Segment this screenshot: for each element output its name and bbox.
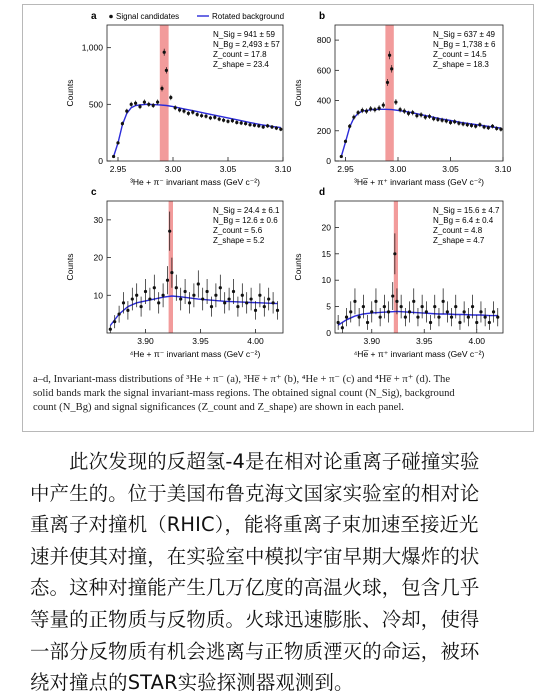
x-tick-label: 3.00 xyxy=(164,164,182,174)
panel-letter: d xyxy=(319,187,326,198)
stat-label: N_Bg = 6.4 ± 0.4 xyxy=(433,216,494,225)
data-point xyxy=(415,114,418,117)
data-point xyxy=(470,124,473,127)
data-point xyxy=(135,294,138,297)
data-point xyxy=(174,106,177,109)
x-tick-label: 2.95 xyxy=(109,164,127,174)
data-point xyxy=(373,108,376,111)
x-tick-label: 3.90 xyxy=(363,336,381,346)
data-point xyxy=(206,290,209,293)
x-axis-label: ⁴He̅ + π⁺ invariant mass (GeV c⁻²) xyxy=(353,349,485,359)
data-point xyxy=(116,141,119,144)
data-point xyxy=(125,110,128,113)
figure-panels xyxy=(23,5,533,371)
data-point xyxy=(349,310,352,313)
stat-label: N_Sig = 941 ± 59 xyxy=(213,30,275,39)
data-point xyxy=(131,297,134,300)
data-point xyxy=(499,128,502,131)
data-point xyxy=(369,107,372,110)
stat-label: Z_shape = 23.4 xyxy=(213,60,269,69)
y-axis-label: Counts xyxy=(65,79,75,107)
data-point xyxy=(432,117,435,120)
data-point xyxy=(122,301,125,304)
data-point xyxy=(279,128,282,131)
y-axis-label: Counts xyxy=(293,253,303,281)
data-point xyxy=(112,155,115,158)
article-line: 绕对撞点的STAR实验探测器观测到。 xyxy=(30,671,354,695)
data-point xyxy=(408,310,411,313)
stat-label: N_Sig = 15.6 ± 4.7 xyxy=(433,206,500,215)
stat-label: N_Sig = 637 ± 49 xyxy=(433,30,495,39)
data-point xyxy=(404,316,407,319)
x-tick-label: 3.90 xyxy=(137,336,154,346)
data-point xyxy=(495,127,498,130)
data-point xyxy=(437,316,440,319)
data-point xyxy=(345,316,348,319)
data-point xyxy=(182,110,185,113)
data-point xyxy=(179,297,182,300)
data-point xyxy=(250,297,253,300)
data-point xyxy=(168,230,171,233)
data-point xyxy=(394,100,397,103)
stat-label: N_Bg = 12.6 ± 0.6 xyxy=(213,216,278,225)
data-point xyxy=(492,310,495,313)
data-point xyxy=(340,155,343,158)
x-tick-label: 4.00 xyxy=(468,336,486,346)
data-point xyxy=(254,309,257,312)
stat-label: N_Bg = 1,738 ± 6 xyxy=(433,40,496,49)
data-point xyxy=(156,100,159,103)
y-tick-label: 10 xyxy=(93,290,103,301)
data-point xyxy=(352,116,355,119)
data-point xyxy=(429,321,432,324)
data-point xyxy=(407,112,410,115)
data-point xyxy=(453,120,456,123)
data-point xyxy=(170,271,173,274)
data-point xyxy=(248,123,251,126)
y-tick-label: 15 xyxy=(321,248,331,259)
data-point xyxy=(457,122,460,125)
data-point xyxy=(166,279,169,282)
y-tick-label: 0 xyxy=(326,328,331,338)
signal-band xyxy=(385,25,393,161)
data-point xyxy=(153,286,156,289)
y-tick-label: 0 xyxy=(326,156,331,166)
data-point xyxy=(118,313,121,316)
data-point xyxy=(479,310,482,313)
x-axis-label: ³He + π⁻ invariant mass (GeV c⁻²) xyxy=(130,177,260,187)
data-point xyxy=(226,120,229,123)
data-point xyxy=(441,119,444,122)
data-point xyxy=(262,125,265,128)
data-point xyxy=(219,286,222,289)
data-point xyxy=(201,297,204,300)
data-point xyxy=(387,310,390,313)
data-point xyxy=(231,119,234,122)
y-tick-label: 20 xyxy=(93,252,103,263)
data-point xyxy=(446,310,449,313)
data-point xyxy=(445,119,448,122)
data-point xyxy=(191,111,194,114)
data-point xyxy=(275,127,278,130)
data-point xyxy=(471,305,474,308)
data-point xyxy=(213,116,216,119)
data-point xyxy=(487,126,490,129)
data-point xyxy=(484,316,487,319)
data-point xyxy=(178,108,181,111)
article-line: 重离子对撞机（RHIC），能将重离子束加速至接近光 xyxy=(30,513,479,537)
panel-c xyxy=(65,187,283,359)
y-tick-label: 30 xyxy=(93,214,103,225)
data-point xyxy=(134,102,137,105)
article-line: 等量的正物质与反物质。火球迅速膨胀、冷却，使得 xyxy=(30,607,480,631)
data-point xyxy=(169,96,172,99)
stat-label: Z_shape = 5.2 xyxy=(213,236,265,245)
caption-line: solid bands mark the signal invariant-mass regions. The obtained signal count (N_Sig), background xyxy=(33,388,455,399)
stat-label: N_Sig = 24.4 ± 6.1 xyxy=(213,206,280,215)
data-point xyxy=(416,316,419,319)
data-point xyxy=(344,140,347,143)
data-point xyxy=(474,125,477,128)
data-point xyxy=(175,286,178,289)
data-point xyxy=(403,110,406,113)
data-point xyxy=(210,305,213,308)
data-point xyxy=(148,297,151,300)
data-point xyxy=(257,124,260,127)
data-point xyxy=(433,305,436,308)
data-point xyxy=(395,300,398,303)
data-point xyxy=(144,290,147,293)
data-point xyxy=(341,326,344,329)
data-point xyxy=(209,116,212,119)
data-point xyxy=(140,305,143,308)
x-tick-label: 3.95 xyxy=(415,336,433,346)
y-axis-label: Counts xyxy=(293,79,303,107)
x-tick-label: 3.10 xyxy=(494,164,512,174)
x-tick-label: 3.00 xyxy=(389,164,407,174)
data-point xyxy=(267,297,270,300)
stat-label: N_Bg = 2,493 ± 57 xyxy=(213,40,280,49)
panel-letter: a xyxy=(91,11,97,22)
data-point xyxy=(353,300,356,303)
background-curve xyxy=(114,104,281,156)
legend-label: Signal candidates xyxy=(116,12,180,21)
data-point xyxy=(428,115,431,118)
data-point xyxy=(362,305,365,308)
data-point xyxy=(388,54,391,57)
data-point xyxy=(138,105,141,108)
data-point xyxy=(214,294,217,297)
data-point xyxy=(222,119,225,122)
x-tick-label: 3.05 xyxy=(442,164,459,174)
data-point xyxy=(163,51,166,54)
signal-band xyxy=(394,201,398,333)
data-point xyxy=(463,310,466,313)
data-point xyxy=(383,305,386,308)
data-point xyxy=(496,316,499,319)
data-point xyxy=(258,294,261,297)
stat-label: Z_shape = 18.3 xyxy=(433,60,489,69)
stat-label: Z_shape = 4.7 xyxy=(433,236,485,245)
article-line: 此次发现的反超氢-4是在相对论重离子碰撞实验 xyxy=(30,450,480,473)
data-point xyxy=(160,87,163,90)
data-point xyxy=(245,301,248,304)
data-point xyxy=(370,310,373,313)
data-point xyxy=(420,113,423,116)
data-point xyxy=(240,121,243,124)
stat-label: Z_count = 4.8 xyxy=(433,226,483,235)
data-point xyxy=(491,125,494,128)
panel-letter: c xyxy=(91,187,97,198)
data-point xyxy=(424,116,427,119)
data-point xyxy=(454,305,457,308)
data-point xyxy=(204,115,207,118)
x-tick-label: 3.95 xyxy=(192,336,209,346)
data-point xyxy=(391,294,394,297)
y-tick-label: 200 xyxy=(316,125,331,136)
data-point xyxy=(412,300,415,303)
x-axis-label: ³He̅ + π⁺ invariant mass (GeV c⁻²) xyxy=(354,177,484,187)
data-point xyxy=(244,122,247,125)
data-point xyxy=(466,123,469,126)
data-point xyxy=(488,321,491,324)
data-point xyxy=(143,100,146,103)
data-point xyxy=(241,294,244,297)
data-point xyxy=(421,305,424,308)
data-point xyxy=(270,125,273,128)
caption-line: a–d, Invariant-mass distributions of ³He + π⁻ (a), ³He̅ + π⁺ (b), ⁴He + π⁻ (c) and ⁴He̅ + π⁺ (d). The xyxy=(33,374,451,385)
data-point xyxy=(361,109,364,112)
data-point xyxy=(276,309,279,312)
data-point xyxy=(483,125,486,128)
data-point xyxy=(467,316,470,319)
data-point xyxy=(152,104,155,107)
legend-label: Rotated background xyxy=(212,12,285,21)
data-point xyxy=(449,121,452,124)
data-point xyxy=(450,316,453,319)
article-line: 一部分反物质有机会逃离与正物质湮灭的命运，被环 xyxy=(30,639,480,663)
y-axis-label: Counts xyxy=(65,253,75,281)
y-tick-label: 500 xyxy=(88,99,103,110)
data-point xyxy=(462,122,465,125)
data-point xyxy=(188,301,191,304)
data-point xyxy=(147,103,150,106)
data-point xyxy=(378,107,381,110)
data-point xyxy=(475,321,478,324)
stat-label: Z_count = 5.6 xyxy=(213,226,263,235)
y-tick-label: 5 xyxy=(326,301,331,312)
data-point xyxy=(184,290,187,293)
data-point xyxy=(109,328,112,331)
y-tick-label: 0 xyxy=(98,156,103,166)
y-tick-label: 800 xyxy=(316,35,331,46)
caption-line: count (N_Bg) and signal significances (Z_count and Z_shape) are shown in each panel. xyxy=(33,402,404,413)
data-point xyxy=(126,309,129,312)
data-point xyxy=(113,320,116,323)
y-tick-label: 1,000 xyxy=(81,42,103,53)
data-point xyxy=(458,321,461,324)
article-line: 速并使其对撞，在实验室中模拟宇宙早期大爆炸的状 xyxy=(30,544,480,568)
data-point xyxy=(386,81,389,84)
data-point xyxy=(374,300,377,303)
data-point xyxy=(357,111,360,114)
data-point xyxy=(400,305,403,308)
data-point xyxy=(235,121,238,124)
data-point xyxy=(337,321,340,324)
data-point xyxy=(425,310,428,313)
x-tick-label: 2.95 xyxy=(337,164,354,174)
data-point xyxy=(253,124,256,127)
article-line: 态。这种对撞能产生几万亿度的高温火球，包含几乎 xyxy=(30,576,480,600)
data-point xyxy=(228,297,231,300)
x-tick-label: 4.00 xyxy=(247,336,264,346)
data-point xyxy=(266,124,269,127)
x-tick-label: 3.10 xyxy=(274,164,292,174)
data-point xyxy=(162,294,165,297)
data-point xyxy=(232,290,235,293)
data-point xyxy=(366,321,369,324)
data-point xyxy=(263,305,266,308)
data-point xyxy=(411,111,414,114)
data-point xyxy=(157,301,160,304)
stat-label: Z_count = 17.8 xyxy=(213,50,267,59)
panel-letter: b xyxy=(319,11,326,22)
stat-label: Z_count = 14.5 xyxy=(433,50,487,59)
data-point xyxy=(165,69,168,72)
data-point xyxy=(187,112,190,115)
panel-b xyxy=(293,11,512,187)
data-point xyxy=(272,301,275,304)
data-point xyxy=(223,301,226,304)
data-point xyxy=(200,114,203,117)
data-point xyxy=(218,117,221,120)
legend-marker-signal xyxy=(109,15,113,19)
signal-band xyxy=(169,201,173,333)
data-point xyxy=(365,110,368,113)
data-point xyxy=(379,316,382,319)
x-tick-label: 3.05 xyxy=(219,164,237,174)
y-tick-label: 600 xyxy=(316,65,331,76)
data-point xyxy=(192,294,195,297)
data-point xyxy=(478,123,481,126)
data-point xyxy=(196,113,199,116)
panel-a xyxy=(65,11,292,187)
data-point xyxy=(382,103,385,106)
data-point xyxy=(348,125,351,128)
x-axis-label: ⁴He + π⁻ invariant mass (GeV c⁻²) xyxy=(129,349,261,359)
data-point xyxy=(130,103,133,106)
data-point xyxy=(236,305,239,308)
data-point xyxy=(197,282,200,285)
data-point xyxy=(399,108,402,111)
figure-frame xyxy=(22,4,534,432)
data-point xyxy=(121,122,124,125)
article-line: 中产生的。位于美国布鲁克海文国家实验室的相对论 xyxy=(30,481,480,505)
data-point xyxy=(390,67,393,70)
data-point xyxy=(358,316,361,319)
y-tick-label: 400 xyxy=(316,95,331,106)
y-tick-label: 10 xyxy=(321,275,331,286)
data-point xyxy=(442,300,445,303)
y-tick-label: 20 xyxy=(321,222,331,233)
panel-d xyxy=(293,187,503,359)
signal-band xyxy=(160,25,169,161)
article-paragraph xyxy=(30,446,530,699)
data-point xyxy=(393,252,396,255)
figure-caption xyxy=(33,373,525,415)
data-point xyxy=(436,118,439,121)
